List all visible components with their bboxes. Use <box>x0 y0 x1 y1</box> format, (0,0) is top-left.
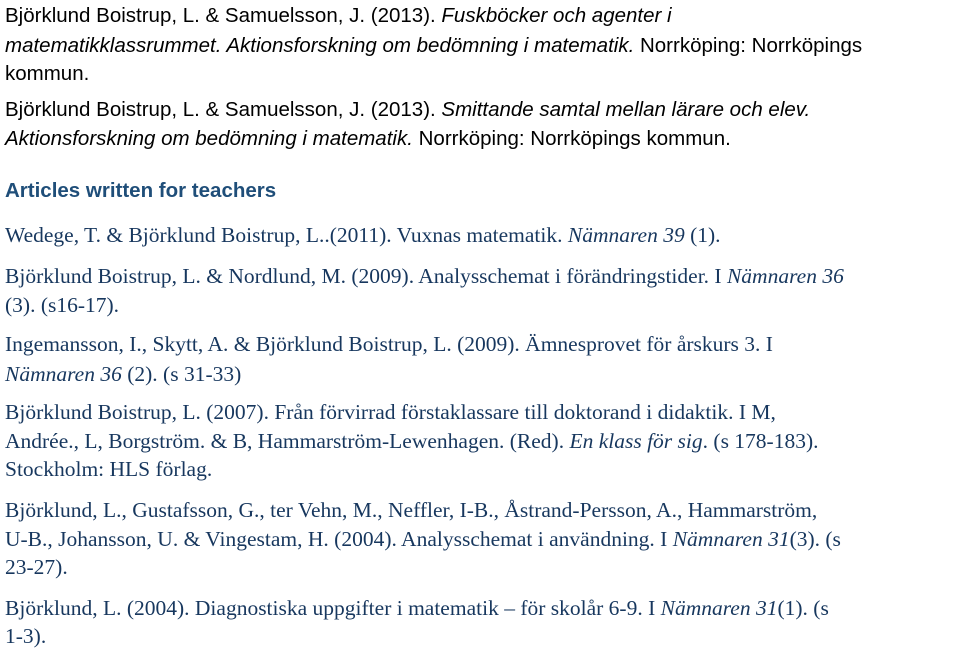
reference-line <box>5 61 89 87</box>
reference-line <box>5 361 241 387</box>
text-run: . (s 178-183). <box>702 429 819 453</box>
italic-text: Aktionsforskning om bedömning i matematik. <box>5 127 413 150</box>
text-run: (3). (s16-17). <box>5 293 120 317</box>
reference-line <box>5 222 721 248</box>
italic-text: Nämnaren 39 <box>567 223 685 247</box>
reference-line <box>5 526 841 552</box>
text-run: Norrköping: Norrköpings <box>634 34 863 57</box>
section-heading: Articles written for teachers <box>5 179 277 202</box>
reference-line <box>5 497 817 523</box>
text-run: Wedege, T. & Björklund Boistrup, L..(2011). Vuxnas matematik. <box>5 223 568 247</box>
text-run: Björklund, L., Gustafsson, G., ter Vehn, M., Neffler, I-B., Åstrand-Persson, A., Hammarström, <box>5 498 818 522</box>
reference-line <box>5 399 776 425</box>
text-run: Björklund Boistrup, L. & Nordlund, M. (2009). Analysschemat i förändringstider. I <box>5 264 727 288</box>
reference-line <box>5 331 773 357</box>
italic-text: Smittande samtal mellan lärare och elev. <box>441 98 811 121</box>
reference-line <box>5 456 212 482</box>
text-run: Björklund Boistrup, L. & Samuelsson, J. (2013). <box>5 98 442 121</box>
reference-line <box>5 428 819 454</box>
text-run: Björklund, L. (2004). Diagnostiska uppgifter i matematik – för skolår 6-9. I <box>5 596 661 620</box>
text-run: (1). (s <box>777 596 829 620</box>
italic-text: Nämnaren 31 <box>660 596 778 620</box>
italic-text: Nämnaren 36 <box>5 362 122 386</box>
reference-line <box>5 126 731 152</box>
italic-text: Nämnaren 31 <box>672 527 790 551</box>
reference-line <box>5 595 829 621</box>
text-run: Stockholm: HLS förlag. <box>5 457 213 481</box>
reference-line <box>5 263 844 289</box>
reference-line <box>5 554 68 580</box>
reference-line <box>5 3 672 29</box>
reference-line <box>5 623 46 649</box>
text-run: 1-3). <box>5 624 47 648</box>
italic-text: Nämnaren 36 <box>726 264 844 288</box>
reference-line <box>5 97 810 123</box>
text-run: Ingemansson, I., Skytt, A. & Björklund Boistrup, L. (2009). Ämnesprovet för årskurs 3. I <box>5 332 773 356</box>
text-run: Björklund Boistrup, L. & Samuelsson, J. (2013). <box>5 4 442 27</box>
italic-text: matematikklassrummet. Aktionsforskning om bedömning i matematik. <box>5 34 635 57</box>
italic-text: En klass för sig <box>569 429 703 453</box>
text-run: kommun. <box>5 62 90 85</box>
text-run: 23-27). <box>5 555 68 579</box>
text-run: (3). (s <box>789 527 841 551</box>
text-run: Björklund Boistrup, L. (2007). Från förvirrad förstaklassare till doktorand i didaktik. I M, <box>5 400 776 424</box>
text-run: Norrköping: Norrköpings kommun. <box>412 127 731 150</box>
reference-line <box>5 292 119 318</box>
text-run: Andrée., L, Borgström. & B, Hammarström-Lewenhagen. (Red). <box>5 429 570 453</box>
italic-text: Fuskböcker och agenter i <box>441 4 672 27</box>
text-run: (2). (s 31-33) <box>121 362 242 386</box>
text-run: U-B., Johansson, U. & Vingestam, H. (2004). Analysschemat i användning. I <box>5 527 673 551</box>
reference-line <box>5 33 862 59</box>
text-run: (1). <box>684 223 721 247</box>
